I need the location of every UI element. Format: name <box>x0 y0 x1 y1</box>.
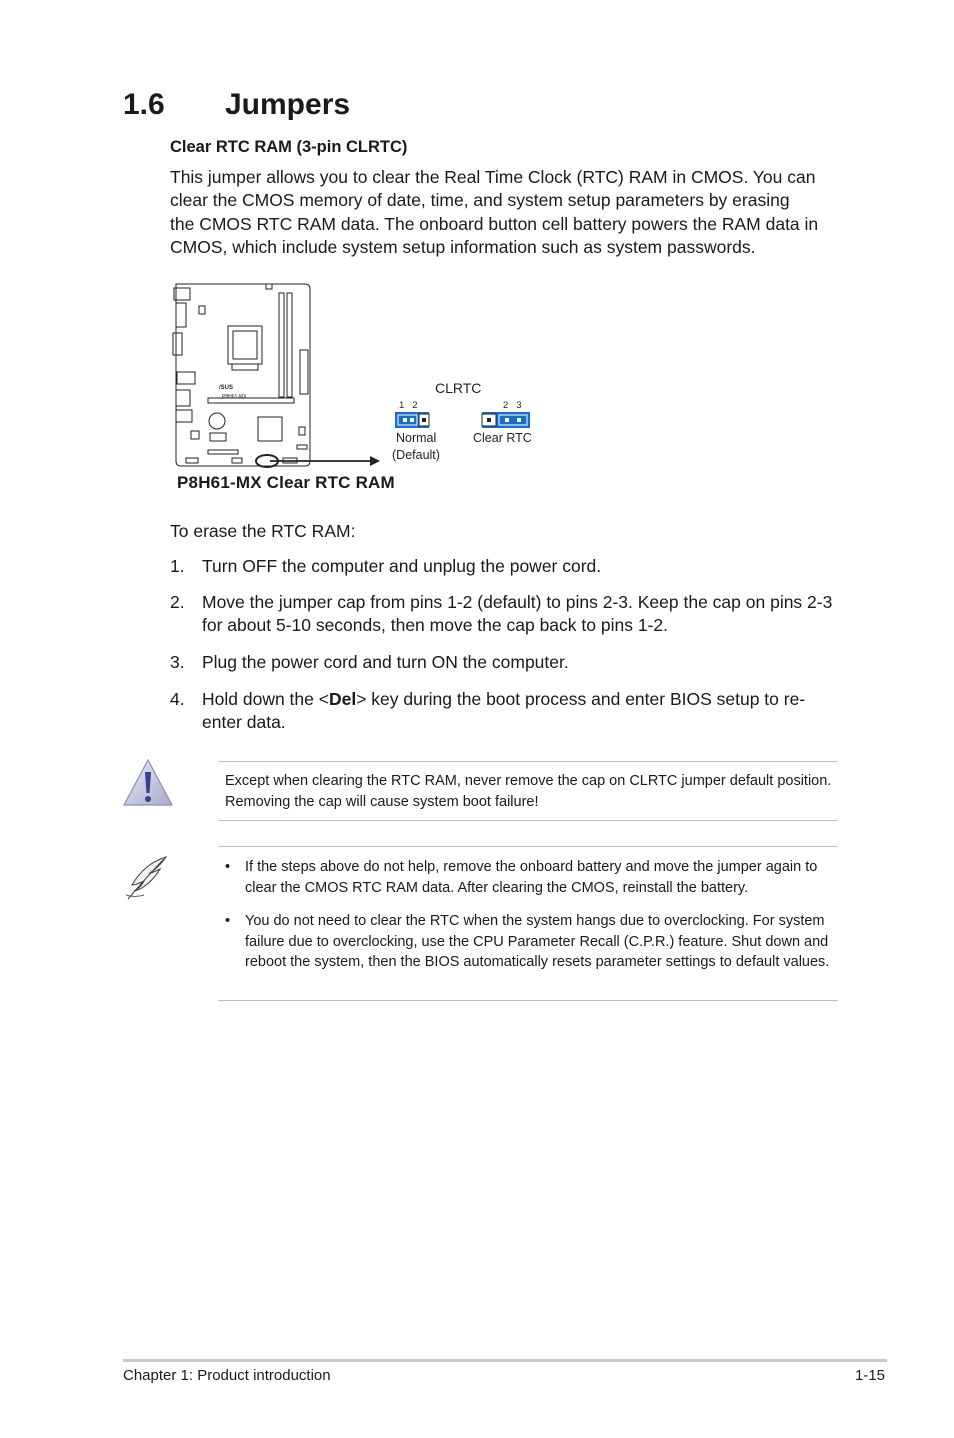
note-bottom-rule <box>218 1000 838 1001</box>
bullet-icon: • <box>225 859 231 875</box>
description-line: the CMOS RTC RAM data. The onboard button cell battery powers the RAM data in <box>170 213 819 234</box>
section-number: 1.6 <box>123 88 165 121</box>
normal-pin-numbers: 1 2 <box>399 400 418 411</box>
description-line: clear the CMOS memory of date, time, and system setup parameters by erasing <box>170 190 790 211</box>
step-number: 2. <box>170 592 185 612</box>
normal-default-label: (Default) <box>392 448 440 462</box>
footer-rule <box>123 1359 887 1362</box>
step-text-after: > key during the boot process and enter BIOS setup to re-enter data. <box>202 689 806 733</box>
motherboard-diagram <box>173 284 310 467</box>
clear-rtc-label: Clear RTC <box>473 431 532 445</box>
bullet-icon: • <box>225 913 231 929</box>
jumper-heading: Clear RTC RAM (3-pin CLRTC) <box>170 138 408 156</box>
note-text: If the steps above do not help, remove the onboard battery and move the jumper again to clear the CMOS RTC RAM data. After clearing the CMOS, reinstall the battery. <box>245 859 818 896</box>
note-text: You do not need to clear the RTC when the system hangs due to overclocking. For system failure due to overclocking, use the CPU Parameter Recall (C.P.R.) feature. Shut down and reboot the system, then the BIOS automatically resets parameter settings to default values. <box>245 913 830 970</box>
footer-chapter: Chapter 1: Product introduction <box>123 1367 331 1384</box>
description-line: CMOS, which include system setup information such as system passwords. <box>170 236 756 257</box>
normal-label: Normal <box>396 431 437 445</box>
quill-note-icon <box>122 855 170 903</box>
step-text: Move the jumper cap from pins 1-2 (default) to pins 2-3. Keep the cap on pins 2-3 for about 5-10 seconds, then move the cap back to pins 1-2. <box>202 592 833 636</box>
page-number: 1-15 <box>855 1367 886 1384</box>
step-text: Turn OFF the computer and unplug the power cord. <box>202 556 602 576</box>
warning-bottom-rule <box>218 820 838 821</box>
warning-top-rule <box>218 761 838 762</box>
warning-triangle-icon <box>122 758 174 808</box>
board-brand: /SUS <box>219 385 234 391</box>
warning-text: Except when clearing the RTC RAM, never remove the cap on CLRTC jumper default position. Removing the cap will cause system boot failure! <box>225 773 832 810</box>
jumper-normal <box>395 412 429 428</box>
step-text-before: Hold down the < <box>202 689 329 709</box>
board-model: P8H61-MX <box>222 394 247 400</box>
step-number: 1. <box>170 556 185 576</box>
figure-caption: P8H61-MX Clear RTC RAM <box>177 473 395 492</box>
clrtc-figure <box>0 0 954 520</box>
description-line: This jumper allows you to clear the Real Time Clock (RTC) RAM in CMOS. You can <box>170 167 816 187</box>
jumper-clear <box>482 412 530 428</box>
procedure-intro: To erase the RTC RAM: <box>170 521 356 541</box>
del-key-label: Del <box>328 689 357 709</box>
note-top-rule <box>218 846 838 847</box>
clrtc-label: CLRTC <box>435 380 482 396</box>
step-number: 3. <box>170 652 185 672</box>
step-text: Plug the power cord and turn ON the computer. <box>202 652 569 672</box>
notes-list <box>225 857 845 997</box>
section-title: Jumpers <box>225 88 351 121</box>
clear-pin-numbers: 2 3 <box>503 400 522 411</box>
step-text <box>202 688 842 735</box>
step-number: 4. <box>170 689 185 709</box>
